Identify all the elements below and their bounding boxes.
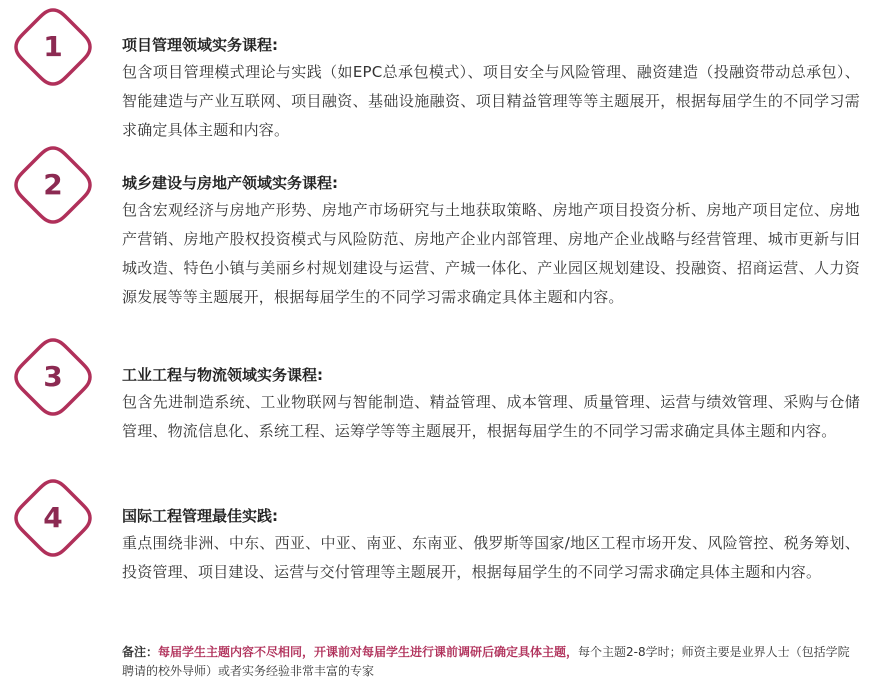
- note-highlight: 每届学生主题内容不尽相同，开课前对每届学生进行课前调研后确定具体主题，: [158, 645, 579, 659]
- section-title: 项目管理领域实务课程:: [122, 36, 278, 54]
- section-title: 城乡建设与房地产领域实务课程:: [122, 174, 339, 192]
- number-badge: [13, 145, 93, 225]
- section-title: 工业工程与物流领域实务课程:: [122, 366, 323, 384]
- note-text: 每个主题2-8学时；师资主要是业界人士（包括学院聘请的校外导师）或者实务经验非常丰富的专家: [122, 645, 850, 678]
- badge-number: 1: [43, 30, 63, 63]
- badge-number: 4: [43, 501, 63, 534]
- badge-number: 3: [43, 360, 63, 393]
- number-badge: [13, 7, 93, 87]
- section-body: 包含先进制造系统、工业物联网与智能制造、精益管理、成本管理、质量管理、运营与绩效管理、采购与仓储管理、物流信息化、系统工程、运筹学等等主题展开，根据每届学生的不同学习需求确定具体主题和内容。: [122, 393, 860, 440]
- section-title: 国际工程管理最佳实践:: [122, 507, 278, 525]
- note-label: 备注：: [122, 645, 159, 659]
- section-body: 包含项目管理模式理论与实践（如EPC总承包模式）、项目安全与风险管理、融资建造（投融资带动总承包）、智能建造与产业互联网、项目融资、基础设施融资、项目精益管理等等主题展开，根据每届学生的不同学习需求确定具体主题和内容。: [122, 63, 860, 139]
- section-body: 重点围绕非洲、中东、西亚、中亚、南亚、东南亚、俄罗斯等国家/地区工程市场开发、风险管控、税务筹划、投资管理、项目建设、运营与交付管理等主题展开，根据每届学生的不同学习需求确定具体主题和内容。: [122, 534, 860, 581]
- badge-number: 2: [43, 168, 63, 201]
- number-badge: [13, 337, 93, 417]
- number-badge: [13, 478, 93, 558]
- footnote: [122, 643, 860, 681]
- section-body: 包含宏观经济与房地产形势、房地产市场研究与土地获取策略、房地产项目投资分析、房地产项目定位、房地产营销、房地产股权投资模式与风险防范、房地产企业内部管理、房地产企业战略与经营管理、城市更新与旧城改造、特色小镇与美丽乡村规划建设与运营、产城一体化、产业园区规划建设、投融资、招商运营、人力资源发展等等主题展开，根据每届学生的不同学习需求确定具体主题和内容。: [122, 201, 860, 306]
